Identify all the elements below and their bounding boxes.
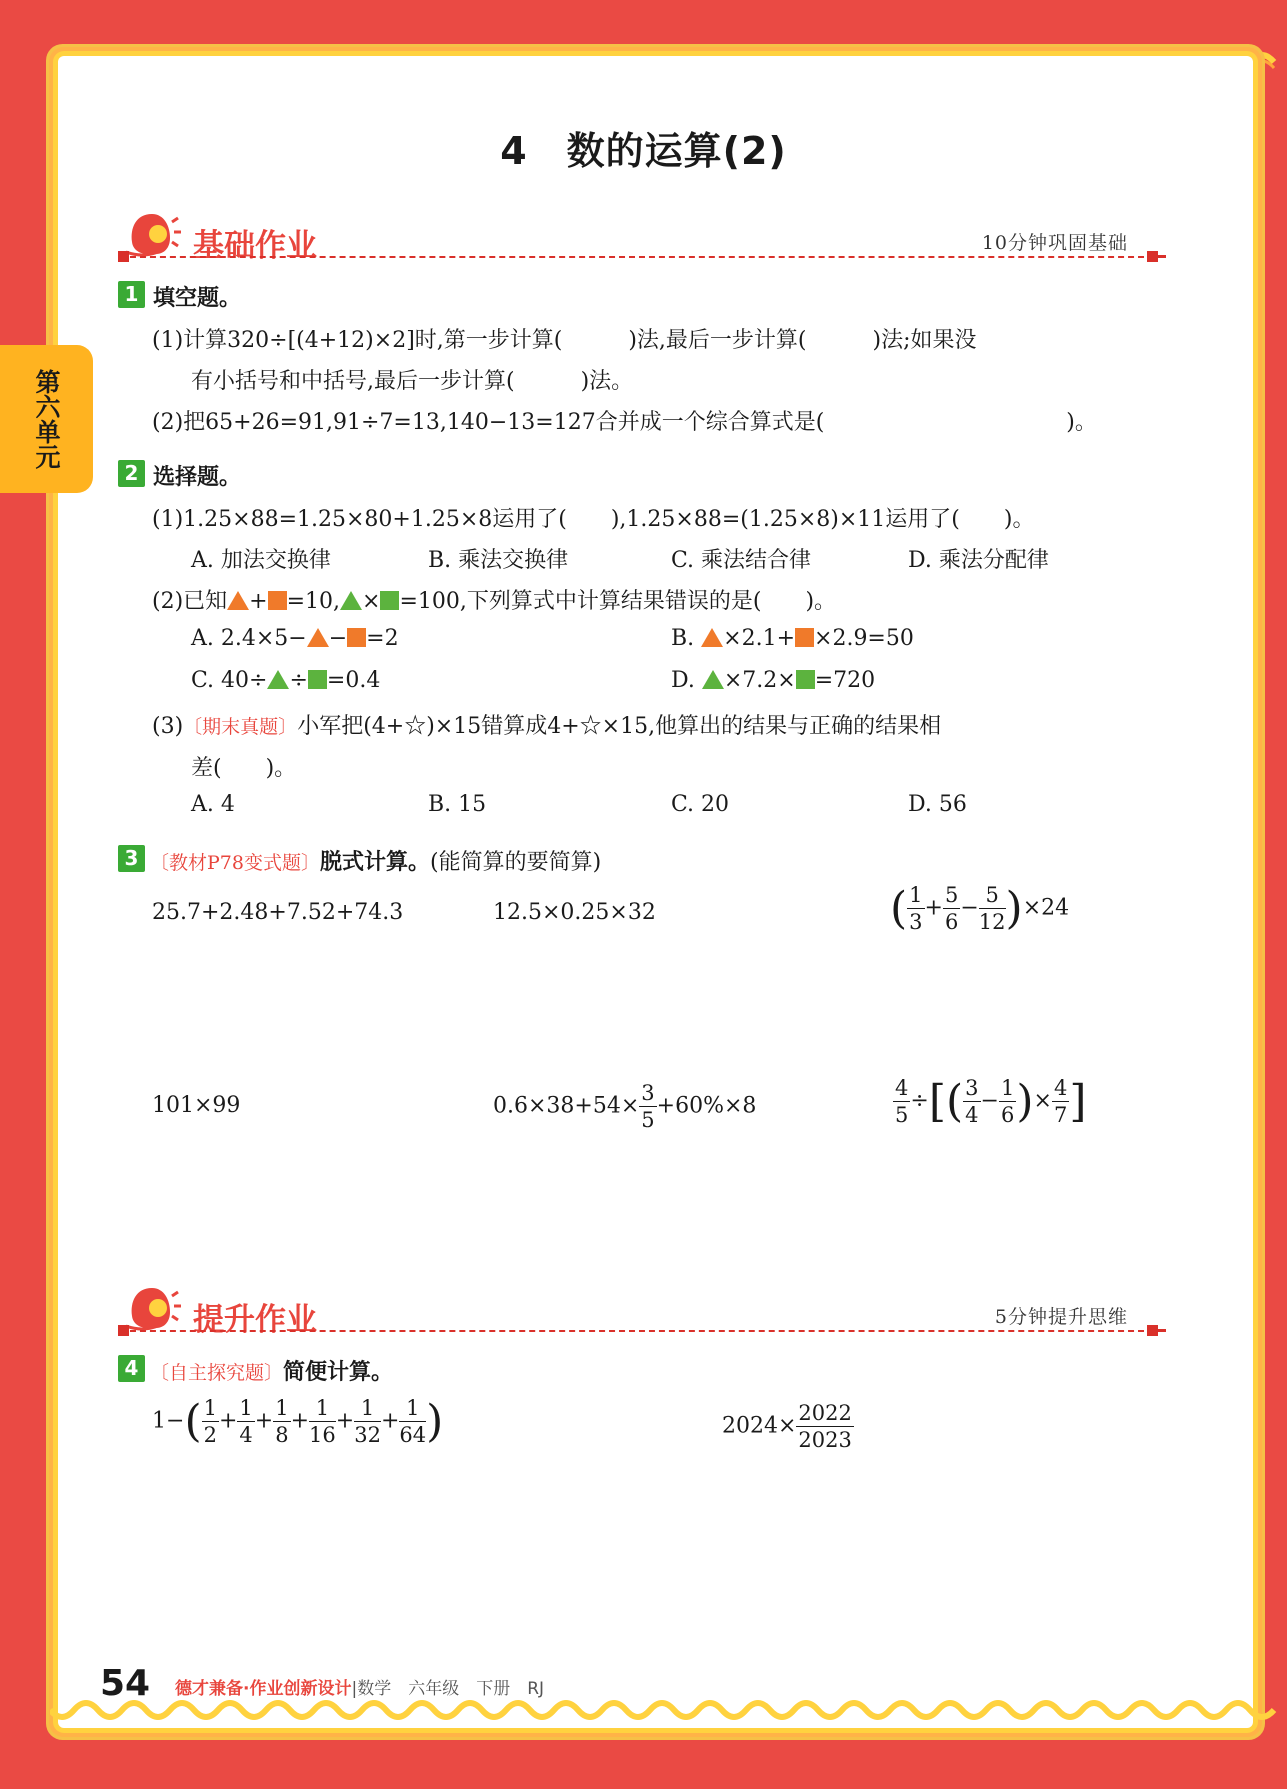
q2-sub2-option-a: A. 2.4×5− − =2	[191, 626, 399, 651]
frac-num: 1	[1000, 1076, 1015, 1100]
q2-sub1-option-a: A. 加法交换律	[191, 548, 331, 573]
opt-text: =720	[814, 668, 876, 693]
opt-text: ×2.9=50	[814, 626, 914, 651]
q2-sub1-option-b: B. 乘法交换律	[428, 548, 569, 573]
opt-text: A. 2.4×5−	[191, 626, 307, 651]
q2-sub1-option-d: D. 乘法分配律	[908, 548, 1049, 573]
q1-part2: (2)把65+26=91,91÷7=13,140−13=127合并成一个综合算式是( )。	[152, 410, 1097, 435]
unit-side-tab: 第六单元	[0, 345, 93, 493]
q3-expr-3-tail: ×24	[1022, 895, 1070, 921]
opt-text: (3)	[152, 714, 184, 739]
frac-num: 1	[309, 1395, 336, 1422]
green-triangle-icon	[340, 591, 362, 610]
frac-num: 1	[275, 1396, 289, 1420]
bell-mascot-icon	[122, 208, 182, 260]
q1-part1-line2: 有小括号和中括号,最后一步计算( )法。	[191, 369, 634, 394]
orange-square-icon	[268, 591, 287, 610]
wavy-border-bottom	[50, 1700, 1280, 1730]
orange-square-icon	[795, 628, 814, 647]
frac-den: 2023	[798, 1428, 852, 1452]
frac-num: 4	[1053, 1076, 1068, 1100]
frac-den: 32	[354, 1423, 381, 1447]
section-divider	[120, 1330, 1154, 1332]
question-title-1: 填空题。	[153, 286, 242, 311]
q3-expr-3: ( $\frac{1}{3}$ + $\frac{5}{6}$ − $\frac{5}{12}$ )×24	[890, 883, 1070, 934]
divider-end-square	[118, 1325, 129, 1336]
triangle-icon	[227, 591, 249, 610]
q3-expr-5-post: +60%×8	[656, 1093, 757, 1119]
frac-num: 1	[203, 1396, 217, 1420]
q4-expr-1: 1−( $\frac{1}{2}$ + $\frac{1}{4}$ + $\frac{1}{8}$ + $\frac{1}{16}$ + $\frac{1}{32}$ + $\frac{1}{64}$ )	[152, 1396, 444, 1447]
green-square-icon	[380, 591, 399, 610]
green-square-icon	[796, 670, 815, 689]
q3-hint: (能简算的要简算)	[429, 850, 602, 875]
q4-expr-2	[722, 1400, 854, 1453]
section-divider	[120, 256, 1154, 258]
frac-num: 2022	[798, 1401, 852, 1425]
q2-sub2-option-b	[671, 626, 914, 651]
frac-den: 8	[275, 1423, 289, 1447]
footer-text	[175, 1674, 544, 1699]
q2-sub3-option-c: C. 20	[671, 792, 730, 817]
frac-den: 7	[1053, 1103, 1068, 1127]
q2-sub3-option-d: D. 56	[908, 792, 967, 817]
section-note-advance: 5分钟提升思维	[994, 1306, 1128, 1328]
opt-text: =0.4	[326, 668, 381, 693]
q2-sub2-prefix: (2)已知	[152, 589, 228, 614]
q4-title-text: 简便计算。	[283, 1360, 394, 1385]
question-number-2: 2	[118, 460, 145, 487]
footer-brand: 德才兼备·作业创新设计	[175, 1679, 352, 1699]
page-title: 4 数的运算(2)	[500, 129, 787, 173]
triangle-icon	[307, 628, 329, 647]
opt-text: B.	[671, 626, 702, 651]
frac-num: 5	[944, 883, 959, 907]
q2-sub2-eq2: =100,下列算式中计算结果错误的是( )。	[399, 589, 837, 614]
frac-num: 1	[354, 1395, 381, 1422]
q3-expr-2: 12.5×0.25×32	[493, 900, 656, 925]
question-title-3	[150, 845, 601, 876]
q1-part1-line1: (1)计算320÷[(4+12)×2]时,第一步计算( )法,最后一步计算( )法;如果没	[152, 328, 977, 353]
frac-den: 4	[965, 1103, 979, 1127]
frac-den: 12	[978, 910, 1006, 934]
opt-text: ÷	[289, 668, 308, 693]
question-title-2: 选择题。	[153, 465, 242, 490]
frac-den: 16	[309, 1423, 336, 1447]
frac-den: 2	[203, 1423, 217, 1447]
frac-den: 4	[239, 1423, 253, 1447]
divider-end-square	[1147, 1325, 1158, 1336]
frac-num: 3	[641, 1081, 655, 1105]
q3-expr-4: 101×99	[152, 1093, 241, 1118]
q2-sub3-line1	[152, 709, 941, 740]
q2-sub2-eq1: =10,	[286, 589, 341, 614]
source-tag: 〔期末真题〕	[183, 716, 298, 738]
q2-sub1: (1)1.25×88=1.25×80+1.25×8运用了( ),1.25×88=(1.25×8)×11运用了( )。	[152, 507, 1035, 532]
q2-sub1-option-c: C. 乘法结合律	[671, 548, 812, 573]
section-header-advance	[118, 1282, 1158, 1346]
frac-num: 4	[895, 1076, 909, 1100]
frac-den: 6	[944, 910, 959, 934]
q2-sub3-line2: 差( )。	[191, 756, 297, 781]
opt-text: 小军把(4+☆)×15错算成4+☆×15,他算出的结果与正确的结果相	[297, 714, 942, 739]
source-tag: 〔教材P78变式题〕	[150, 852, 320, 874]
frac-num: 1	[239, 1396, 253, 1420]
frac-den: 5	[641, 1108, 655, 1132]
divider-end-square	[118, 251, 129, 262]
frac-num: 5	[979, 882, 1006, 909]
frac-num: 3	[965, 1076, 979, 1100]
q4-expr-2-lead: 2024×	[722, 1413, 797, 1439]
q3-expr-5	[493, 1080, 756, 1133]
section-note-basic: 10分钟巩固基础	[981, 232, 1128, 254]
q2-sub3-option-a: A. 4	[191, 792, 235, 817]
q3-expr-1: 25.7+2.48+7.52+74.3	[152, 900, 404, 925]
q3-expr-5-pre: 0.6×38+54×	[493, 1093, 640, 1119]
opt-text: ×7.2×	[723, 668, 796, 693]
opt-text: =2	[366, 626, 399, 651]
question-title-4	[150, 1355, 393, 1386]
page-number: 54	[100, 1663, 151, 1704]
opt-text: C. 40÷	[191, 668, 268, 693]
frac-den: 6	[1000, 1103, 1015, 1127]
frac-den: 3	[909, 910, 923, 934]
question-number-1: 1	[118, 281, 145, 308]
green-triangle-icon	[702, 670, 724, 689]
source-tag: 〔自主探究题〕	[150, 1362, 284, 1384]
frac-num: 1	[909, 883, 923, 907]
q2-sub2-option-c	[191, 668, 380, 693]
q2-sub2: (2)已知 + =10, × =100,下列算式中计算结果错误的是( )。	[152, 589, 837, 614]
bell-mascot-icon	[122, 1282, 182, 1334]
triangle-icon	[701, 628, 723, 647]
question-number-4: 4	[118, 1355, 145, 1382]
q2-sub2-option-d	[671, 668, 875, 693]
opt-text: ×2.1+	[723, 626, 796, 651]
q2-sub3-option-b: B. 15	[428, 792, 487, 817]
q3-title-text: 脱式计算。	[319, 850, 430, 875]
q3-expr-6: $\frac{4}{5}$ ÷[( $\frac{3}{4}$ − $\frac{1}{6}$ )× $\frac{4}{7}$ ]	[895, 1076, 1087, 1127]
section-title-basic: 基础作业	[193, 228, 317, 264]
frac-num: 1	[399, 1395, 426, 1422]
footer-info: |数学 六年级 下册 RJ	[351, 1679, 545, 1699]
opt-text: D.	[671, 668, 702, 693]
section-header-basic	[118, 208, 1158, 272]
frac-den: 64	[399, 1423, 427, 1447]
frac-den: 5	[895, 1103, 909, 1127]
q4-expr-1-lead: 1−	[152, 1408, 185, 1434]
question-number-3: 3	[118, 845, 145, 872]
section-title-advance: 提升作业	[193, 1302, 317, 1338]
green-square-icon	[308, 670, 327, 689]
divider-end-square	[1147, 251, 1158, 262]
green-triangle-icon	[267, 670, 289, 689]
orange-square-icon	[347, 628, 366, 647]
